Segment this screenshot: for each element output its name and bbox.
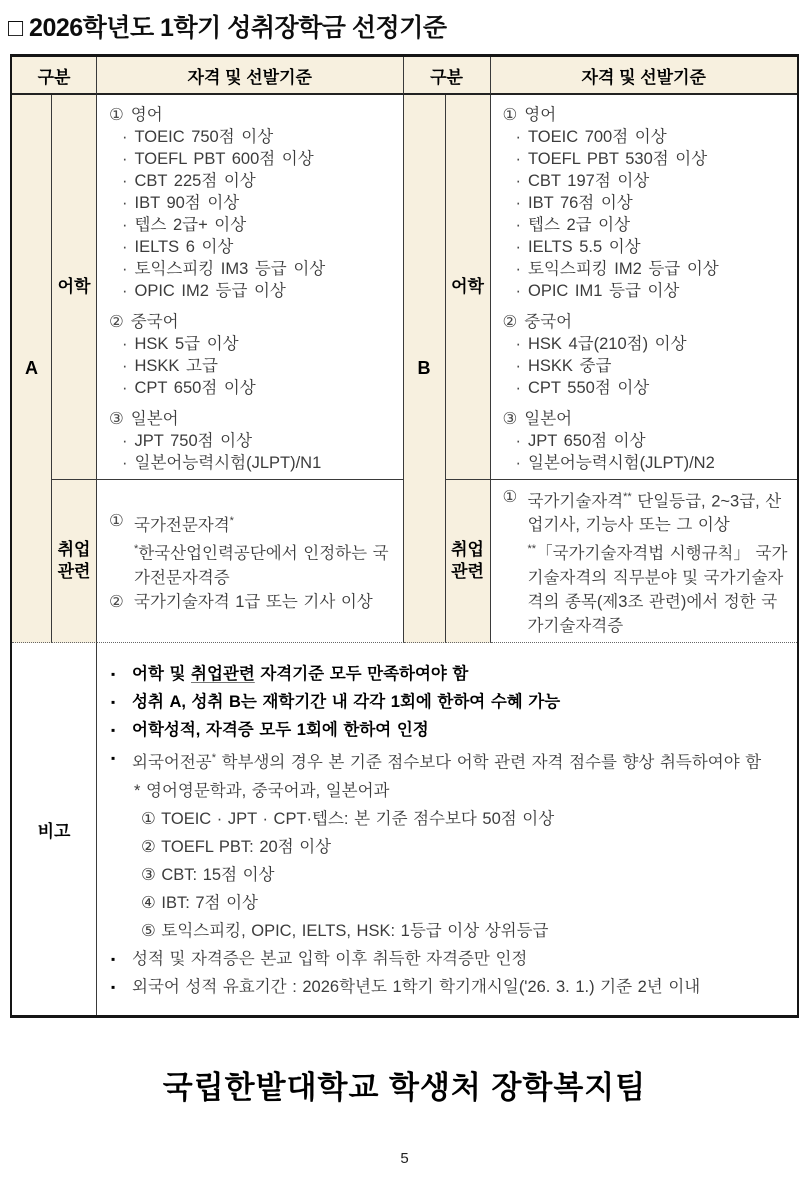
line-number: ① [502,487,518,506]
section-heading [503,408,790,430]
dot-marker-icon: · [122,150,128,168]
note-line [111,716,791,744]
dot-marker-icon: · [122,432,128,450]
criteria-item-text: HSK 5급 이상 [134,335,239,353]
criteria-item [503,170,790,192]
language-section [109,408,395,474]
section-heading [109,104,395,126]
language-criteria-a [97,95,404,480]
criteria-item-text: 일본어능력시험(JLPT)/N2 [528,454,715,472]
criteria-item-text: TOEFL PBT 600점 이상 [134,150,314,168]
text-segment: ** [623,490,632,503]
section-heading [109,311,395,333]
note-line [111,833,791,861]
line-number [503,537,528,638]
header-gubun-right: 구분 [404,57,491,95]
dot-marker-icon: · [515,260,521,278]
text-segment: * 영어영문학과, 중국어과, 일본어과 [134,781,390,800]
note-line [111,973,791,1001]
criteria-item [503,192,790,214]
note-line [111,917,791,945]
note-content [97,643,797,1015]
criteria-item-text: CBT 225점 이상 [134,172,256,190]
note-line-text [132,973,791,1001]
text-segment: ⑤ 토익스피킹, OPIC, IELTS, HSK: 1등급 이상 상위등급 [141,921,549,940]
note-line [111,805,791,833]
page-title: □ 2026학년도 1학기 성취장학금 선정기준 [8,14,447,42]
text-segment: * [211,752,216,764]
section-heading [503,311,790,333]
text-segment: ③ CBT: 15점 이상 [141,865,275,884]
criteria-item [109,452,395,474]
criteria-item-text: 텝스 2급+ 이상 [134,216,247,234]
text-segment: * [134,543,139,555]
section-number: ① [502,106,518,124]
section-title: 영어 [130,106,163,124]
criteria-item-text: HSK 4급(210점) 이상 [528,335,687,353]
dot-marker-icon: · [122,379,128,397]
dot-marker-icon: · [122,335,128,353]
language-section [503,408,790,474]
dot-marker-icon: · [515,238,521,256]
dot-marker-icon: · [122,357,128,375]
criteria-item [109,214,395,236]
criteria-item-text: JPT 650점 이상 [528,432,646,450]
text-segment: 외국어 성적 유효기간 : 2026학년도 1학기 학기개시일('26. 3. 1.) 기준 2년 이내 [132,977,701,996]
note-line [111,945,791,973]
dot-marker-icon: · [122,172,128,190]
criteria-item-text: TOEIC 700점 이상 [528,128,667,146]
criteria-item-text: CPT 650점 이상 [134,379,256,397]
text-segment: 외국어전공 [132,753,212,772]
text-segment: 국가전문자격 [134,516,230,534]
criteria-item-text: IBT 90점 이상 [134,194,240,212]
note-line [111,861,791,889]
note-line [111,744,791,777]
language-section [503,311,790,399]
employment-line-text [134,590,395,614]
note-line-text [141,917,791,945]
criteria-item [109,280,395,302]
dot-marker-icon: · [122,128,128,146]
dot-marker-icon: · [515,172,521,190]
criteria-item [109,192,395,214]
criteria-item-text: IELTS 5.5 이상 [528,238,641,256]
text-segment: ① TOEIC · JPT · CPT·텝스: 본 기준 점수보다 50점 이상 [141,809,555,828]
criteria-item [109,333,395,355]
criteria-item [503,452,790,474]
text-segment: 취업관련 [191,665,255,683]
text-segment: 자격기준 모두 만족하여야 함 [254,665,469,683]
employment-line [109,590,395,614]
criteria-item-text: CBT 197점 이상 [528,172,650,190]
criteria-item-text: IBT 76점 이상 [528,194,633,212]
note-label: 비고 [12,643,97,1015]
criteria-item [109,148,395,170]
section-title: 중국어 [130,313,179,331]
text-segment: ** [527,543,537,555]
criteria-item-text: HSKK 중급 [528,357,612,375]
section-number: ③ [109,410,124,428]
criteria-item-text: 일본어능력시험(JLPT)/N1 [134,454,322,472]
dot-marker-icon: · [515,432,521,450]
note-line [111,688,791,716]
text-segment: 국가기술자격 1급 또는 기사 이상 [134,592,373,611]
employment-line [503,537,790,638]
section-heading [503,104,790,126]
text-segment: ② TOEFL PBT: 20점 이상 [141,837,332,856]
criteria-item [109,377,395,399]
row-label-language-b: 어학 [446,95,491,480]
line-number: ② [109,592,124,611]
dot-marker-icon: · [515,454,521,472]
criteria-item [109,236,395,258]
criteria-item-text: OPIC IM1 등급 이상 [528,282,680,300]
criteria-item [503,214,790,236]
criteria-item-text: 텝스 2급 이상 [528,216,631,234]
dot-marker-icon: · [515,216,521,234]
criteria-item [503,126,790,148]
criteria-item-text: TOEIC 750점 이상 [134,128,274,146]
section-number: ② [109,313,124,331]
group-b-label: B [404,95,446,643]
bullet-icon: ▪ [111,751,116,765]
dot-marker-icon: · [122,282,128,300]
note-line-text [132,744,791,777]
language-section [503,104,790,302]
note-line-text [132,945,791,973]
criteria-item [503,333,790,355]
criteria-item [503,430,790,452]
text-segment: * [229,514,234,527]
criteria-item-text: IELTS 6 이상 [134,238,234,256]
footer-team-name: 국립한밭대학교 학생처 장학복지팀 [162,1070,647,1105]
line-number [109,537,134,590]
note-line-text [132,660,791,688]
note-line-text [141,833,791,861]
dot-marker-icon: · [122,238,128,256]
dot-marker-icon: · [515,379,521,397]
text-segment: 국가기술자격 [527,492,624,510]
employment-line-text [134,537,395,590]
language-criteria-b [491,95,798,480]
criteria-item [109,170,395,192]
section-title: 영어 [524,106,557,124]
dot-marker-icon: · [515,128,521,146]
line-number: ① [109,511,124,530]
header-gubun-left: 구분 [12,57,97,95]
employment-criteria-a [97,480,404,643]
text-segment: 성적 및 자격증은 본교 입학 이후 취득한 자격증만 인정 [132,949,528,968]
section-number: ③ [502,410,518,428]
dot-marker-icon: · [515,282,521,300]
dot-marker-icon: · [515,357,521,375]
dot-marker-icon: · [122,216,128,234]
header-criteria-right: 자격 및 선발기준 [491,57,798,95]
group-a-label: A [12,95,52,643]
employment-line [503,485,790,538]
note-line-text [141,805,791,833]
dot-marker-icon: · [122,194,128,212]
employment-line-text [134,509,395,538]
language-section [109,311,395,399]
criteria-item-text: TOEFL PBT 530점 이상 [528,150,708,168]
dot-marker-icon: · [122,454,128,472]
employment-line-text [528,537,790,638]
employment-line [109,509,395,538]
note-line [111,660,791,688]
criteria-item [503,236,790,258]
criteria-table [10,54,799,1018]
criteria-item-text: 토익스피킹 IM2 등급 이상 [528,260,719,278]
row-label-employment-a: 취업관련 [52,480,97,643]
text-segment: 단일등급, 2~3급, 산업기사, 기능사 또는 그 이상 [527,492,782,534]
criteria-item [109,355,395,377]
note-line-text [141,889,791,917]
bullet-icon: ▪ [111,667,116,681]
bullet-icon: ▪ [111,979,116,994]
note-line-text [132,716,791,744]
criteria-item-text: CPT 550점 이상 [528,379,650,397]
dot-marker-icon: · [122,260,128,278]
criteria-item [503,377,790,399]
text-segment: 「국가기술자격법 시행규칙」 국가기술자격의 직무분야 및 국가기술자격의 종목(제3조 관련)에서 정한 국가기술자격증 [527,544,788,635]
criteria-item [109,430,395,452]
section-number: ② [502,313,518,331]
criteria-item-text: JPT 750점 이상 [134,432,253,450]
note-line [111,889,791,917]
criteria-item [109,258,395,280]
note-line-text [134,777,791,805]
language-section [109,104,395,302]
bullet-icon: ▪ [111,951,116,966]
text-segment: 성취 A, 성취 B는 재학기간 내 각각 1회에 한하여 수혜 가능 [132,693,561,711]
text-segment: ④ IBT: 7점 이상 [141,893,258,912]
text-segment: 학부생의 경우 본 기준 점수보다 어학 관련 자격 점수를 향상 취득하여야 함 [215,753,762,772]
criteria-item [503,258,790,280]
bullet-icon: ▪ [111,723,116,737]
note-line-text [141,861,791,889]
criteria-item-text: 토익스피킹 IM3 등급 이상 [134,260,326,278]
page-number: 5 [400,1150,409,1167]
text-segment: 어학성적, 자격증 모두 1회에 한하여 인정 [132,721,429,739]
employment-line-text [528,485,790,538]
text-segment: 한국산업인력공단에서 인정하는 국가전문자격증 [134,544,389,587]
section-title: 일본어 [130,410,179,428]
note-line-text [132,688,791,716]
section-number: ① [109,106,124,124]
dot-marker-icon: · [515,150,521,168]
criteria-item-text: OPIC IM2 등급 이상 [134,282,286,300]
row-label-language-a: 어학 [52,95,97,480]
criteria-item [109,126,395,148]
section-title: 일본어 [524,410,573,428]
text-segment: 어학 및 [132,665,191,683]
employment-criteria-b [491,480,798,643]
row-label-employment-b: 취업관련 [446,480,491,643]
dot-marker-icon: · [515,335,521,353]
bullet-icon: ▪ [111,695,116,709]
employment-line [109,537,395,590]
criteria-item-text: HSKK 고급 [134,357,218,375]
header-criteria-left: 자격 및 선발기준 [97,57,404,95]
dot-marker-icon: · [515,194,521,212]
section-heading [109,408,395,430]
criteria-item [503,148,790,170]
criteria-item [503,355,790,377]
criteria-item [503,280,790,302]
section-title: 중국어 [524,313,573,331]
note-line [111,777,791,805]
